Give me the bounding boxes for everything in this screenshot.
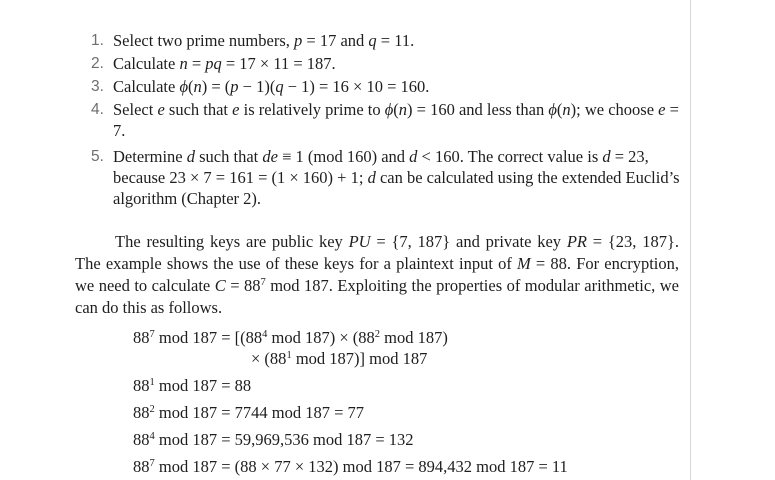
- margin-rule: [690, 0, 691, 480]
- step-number: 4.: [91, 101, 104, 118]
- step-3: [91, 76, 681, 97]
- equation-3: $88^2$ mod 187 = 7744 mod 187 = 77: [133, 403, 365, 422]
- body-paragraph: [75, 231, 679, 319]
- step-1: [91, 30, 681, 51]
- equation-1: $88^7$ mod $187 = [(88^4$ mod $187) \times (88^2$ mod 187) × ($88^1$ mod 187)] mod 187: [133, 328, 448, 368]
- step-5: [91, 146, 681, 209]
- step-number: 1.: [91, 32, 104, 49]
- step-number: 3.: [91, 78, 104, 95]
- paragraph-text: The resulting keys are public key PU = {7, 187} and private key PR = {23, 187}. The example shows the use of these keys for a plaintext input of M = 88. For encryption, we need to calculate $C = 88^7$ mod 187. Exploiting the properties of modular arithmetic, we can do this as follows.: [75, 232, 679, 317]
- equation-5: $88^7$ mod 187 = (88 × 77 × 132) mod 187 = 894,432 mod 187 = 11: [133, 457, 568, 476]
- step-text: Select two prime numbers, p = 17 and q = 11.: [113, 31, 415, 50]
- step-number: 2.: [91, 55, 104, 72]
- step-number: 5.: [91, 148, 104, 165]
- step-text: Calculate n = pq = 17 × 11 = 187.: [113, 54, 336, 73]
- equation-4: $88^4$ mod 187 = 59,969,536 mod 187 = 132: [133, 430, 414, 449]
- step-4: [91, 99, 681, 141]
- step-2: [91, 53, 681, 74]
- step-text: Determine d such that de ≡ 1 (mod 160) and d < 160. The correct value is d = 23, because 23 × 7 = 161 = (1 × 160) + 1; d can be calculated using the extended Euclid’s algorithm (Chapter 2).: [113, 147, 680, 208]
- equation-2: $88^1$ mod 187 = 88: [133, 376, 252, 395]
- step-text: Calculate ϕ(n) = (p − 1)(q − 1) = 16 × 10 = 160.: [113, 77, 430, 96]
- rsa-steps-list: [91, 30, 681, 214]
- step-text: Select e such that e is relatively prime to ϕ(n) = 160 and less than ϕ(n); we choose e = 7.: [113, 100, 679, 140]
